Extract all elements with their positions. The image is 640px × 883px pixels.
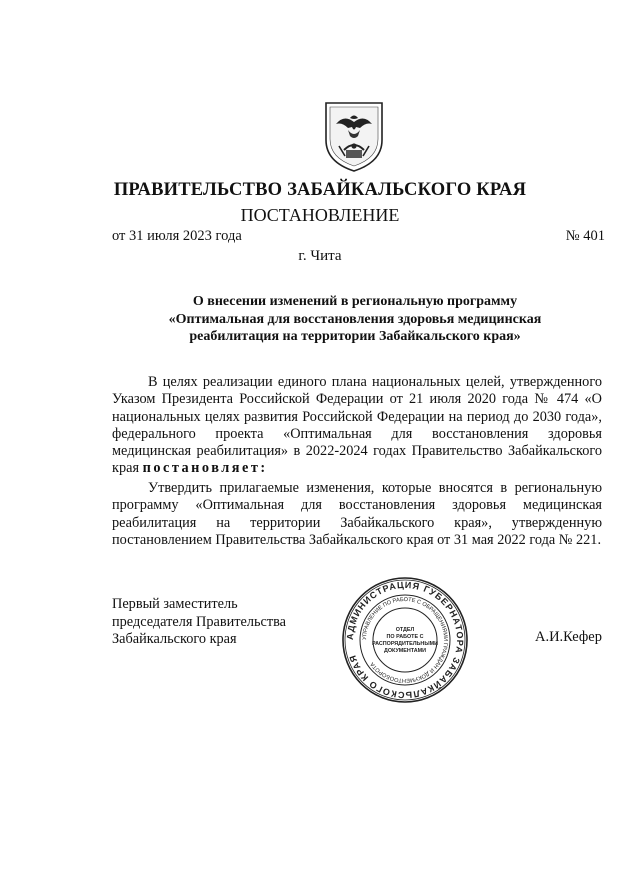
signatory-position xyxy=(112,596,286,649)
body-paragraph-2: Утвердить прилагаемые изменения, которые вносятся в региональную программу «Оптимальная для восстановления здоровья медицинская реабилитация на территории Забайкальского края», утвержденную постановлением Правительства Забайкальского края от 31 мая 2022 года № 221. xyxy=(112,480,602,548)
document-number: № 401 xyxy=(565,228,605,244)
title-line-3: реабилитация на территории Забайкальского края» xyxy=(189,329,521,344)
seal-outer-text: АДМИНИСТРАЦИЯ ГУБЕРНАТОРА ЗАБАЙКАЛЬСКОГО КРАЯ xyxy=(344,579,466,701)
document-city: г. Чита xyxy=(298,248,342,264)
organization-heading: ПРАВИТЕЛЬСТВО ЗАБАЙКАЛЬСКОГО КРАЯ xyxy=(113,180,527,200)
paragraph-1-text: В целях реализации единого плана национальных целей, утвержденного Указом Президента Российской Федерации от 21 июля 2020 года № 474 «О национальных целях развития Российской Федерации на период до 2030 года», федерального проекта «Оптимальная для восстановления здоровья медицинская реабилитация» в 2022-2024 годах Правительство Забайкальского края xyxy=(112,374,602,477)
seal-inner-text: УПРАВЛЕНИЕ ПО РАБОТЕ С ОБРАЩЕНИЯМИ ГРАЖДАН И ДОКУМЕНТООБОРОТА xyxy=(361,596,449,684)
signatory-name: А.И.Кефер xyxy=(534,629,602,645)
title-line-2: «Оптимальная для восстановления здоровья медицинская xyxy=(168,311,542,327)
document-title xyxy=(150,293,560,346)
seal-center-line-1: ОТДЕЛ xyxy=(395,627,415,633)
document-type: ПОСТАНОВЛЕНИЕ xyxy=(240,205,400,225)
official-seal-stamp xyxy=(340,575,470,705)
svg-text:УПРАВЛЕНИЕ ПО РАБОТЕ С ОБРАЩЕН xyxy=(362,597,448,683)
document-date: от 31 июля 2023 года xyxy=(112,228,242,244)
title-line-1: О внесении изменений в региональную программу xyxy=(192,294,518,309)
seal-center-line-4: ДОКУМЕНТАМИ xyxy=(383,648,427,654)
resolution-keyword: постановляет: xyxy=(142,460,268,477)
body-paragraph-1 xyxy=(112,374,602,478)
position-line-3: Забайкальского края xyxy=(112,631,237,647)
position-line-1: Первый заместитель xyxy=(112,596,238,612)
position-line-2: председателя Правительства xyxy=(112,613,287,630)
seal-center-line-2: ПО РАБОТЕ С xyxy=(386,634,424,640)
seal-center-line-3: РАСПОРЯДИТЕЛЬНЫМИ xyxy=(372,641,438,647)
coat-of-arms-emblem xyxy=(322,100,386,174)
